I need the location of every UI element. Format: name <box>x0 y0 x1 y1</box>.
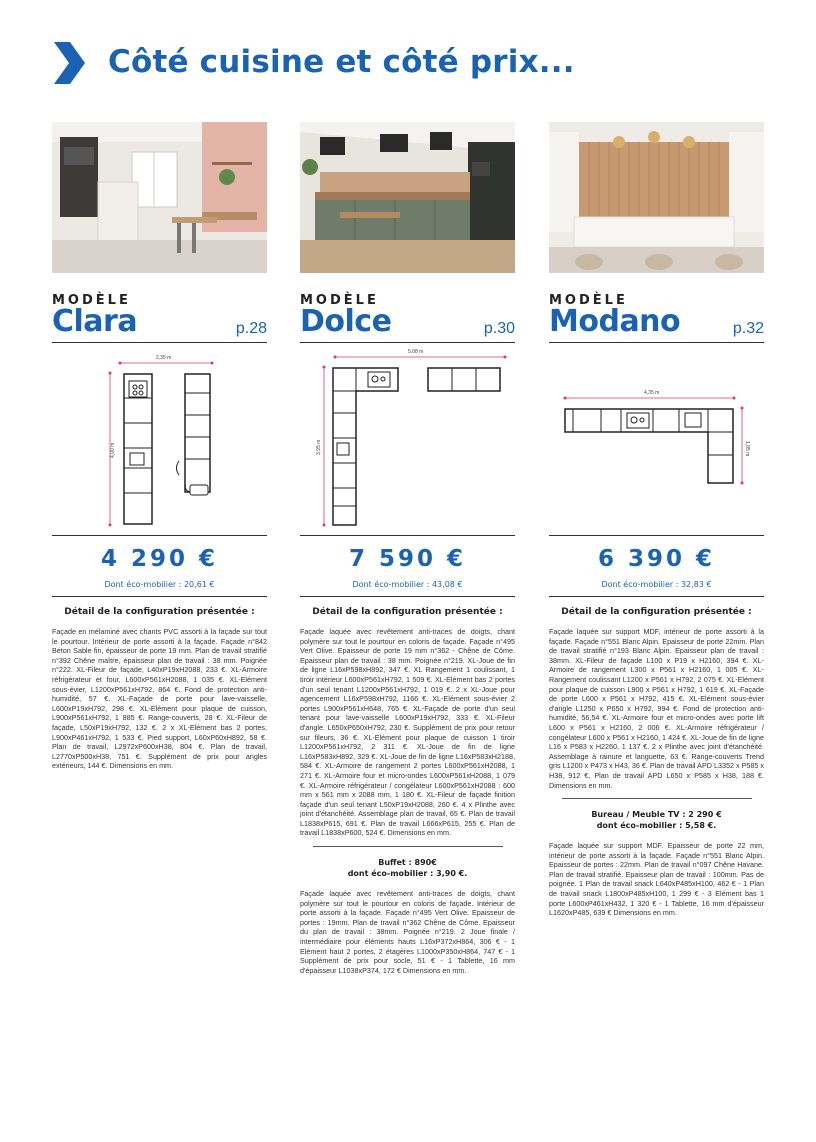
divider <box>313 846 503 847</box>
chevron-right-icon <box>52 40 86 86</box>
divider <box>549 596 764 597</box>
plan-depth-label: 3,95 m <box>316 439 322 455</box>
plan-depth-label: 1,85 m <box>744 441 750 457</box>
kitchen-photo-modano <box>549 122 764 273</box>
page-header <box>52 40 772 90</box>
page-reference: p.28 <box>235 320 267 337</box>
model-name-row <box>549 304 764 343</box>
extra-description: Façade laquée avec revêtement anti-traces de doigts, chant polymère sur tout le pourtour en coloris de façade. Intérieur de porte assorti à la façade. Façade n°495 Vert Olive. Epaisseur de portes : 19mm. Plan de travail n°362 Chêne de Côme. Epaisseur du plan de travail : 38mm. Poignée n°219. 2 Joue finale / intermédiaire pour éléments hauts L16xP372xH864, 306 € - 1 Elément haut 2 portes, 2 étagères L1000xP350xH864, 747 € - 1 Supplément de prix pour socle, 51 € - 1 Tablette, 16 mm d'épaisseur L1038xP374, 172 € Dimensions en mm. <box>300 889 515 975</box>
model-column-clara <box>52 122 267 771</box>
divider <box>300 596 515 597</box>
detail-title: Détail de la configuration présentée : <box>561 607 752 617</box>
configuration-description: Façade en mélaminé avec chants PVC assorti à la façade sur tout le pourtour. Intérieur de porte assorti à la façade. Façade n°842 Béton Sable fin, épaisseur de porte 19 mm. Plan de travail stratifié n°392 Chêne maître, épaisseur plan de travail : 38 mm. Poignée n°222. XL-Fileur de façade, L40xP19xH2088, 233 €. XL-Armoire réfrigérateur et four, L600xP561xH2088, 1 035 €. XL-Elément sous-évier, L1200xP561xH792, 864 €. Fond de protection anti-humidité, 57 €. XL-Façade de porte pour lave-vaisselle, L600xP19xH792, 298 €. XL-Elément pour plaque de cuisson, L900xP561xH792, 1 885 €. Range-couverts, 28 €. XL-Fileur de façade, L50xP19xH792, 132 €. 2 x XL-Elément bas 2 portes, L900xP461xH792, 1 533 €. Pied support, L60xP60xH892, 58 €. Plan de travail, L2972xP600xH38, 804 €. Plan de travail, L2770xP500xH38, 751 €. Supplément de prix pour angles extérieurs, 144 €. Dimensions en mm. <box>52 627 267 771</box>
configuration-description: Façade laquée sur support MDF, intérieur de porte assorti à la façade. Façade n°551 Blanc Alpin. Epaisseur de porte 22mm. Plan de travail stratifié n°193 Blanc Alpin. Epaisseur plan de travail : 38mm. XL-Fileur de façade L100 x P19 x H2160, 394 €. XL-Armoire de rangement L300 x P561 x H2160, 1 005 €. XL-Rangement coulissant L1200 x P561 x H792, 2 075 €. XL-Elément pour plaque de cuisson L900 x P561 x H792, 1 619 €. XL-Façade de porte L600 x P561 x H792, 415 €. XL-Elément sous-évier d'angle L1250 x P650 x H792, 994 €. Fond de protection anti-humidité, 56,54 €. XL-Armoire four et micro-ondes avec porte lift L600 x P561 x H2160, 2 006 €. XL-Armoire réfrigérateur / congélateur L600 x P561 x H2160, 1 424 €. XL-Joue de fin de ligne L16 x P583 x H2260, 1 137 €. 2 x Plinthe avec joint d'étanchéité. Assemblage à rainure et languette, 63 €. Range-couverts Trend gris L1200 x P473 x H43, 36 €. Plan de travail APD L3352 x P585 x H38, 912 €. Plan de travail APD L650 x P585 x H38, 188 €. Dimensions en mm. <box>549 627 764 790</box>
eco-mobilier: Dont éco-mobilier : 32,83 € <box>601 580 712 589</box>
eco-mobilier: Dont éco-mobilier : 20,61 € <box>104 580 215 589</box>
model-name: Clara <box>52 304 138 339</box>
configuration-description: Façade laquée avec revêtement anti-traces de doigts, chant polymère sur tout le pourtour en coloris de façade. Façade n°495 Vert Olive. Epaisseur de porte 19 mm n°362 - Chêne de Côme. Epaisseur plan de travail : 38 mm. Poignée n°219. XL-Joue de fin de ligne L16xP598xH892, 347 €. XL Rangement 1 coulissant, 1 tiroir intérieur L600xP561xH792, 1 509 €. XL-Elément bas 2 portes d'un seul tenant L1200xP561xH792, 1 019 €. 2 x XL-Joue pour agencement L16xP598xH792, 1166 €. XL-Elément sous-évier 2 portes L900xP561xH648, 765 €. XL-Façade de porte d'un seul tenant pour lave-vaisselle L600xP19xH792, 333 €. XL-Fileur d'angle. L650xP650xH792, 230 €. Supplément de prix pour retour sur fileurs, 36 €. XL-Elément pour plaque de cuisson 1 tiroir L1200xP561xH792, 2 311 €. XL-Joue de fin de ligne L16xP583xH892, 329 €. XL-Joue de fin de ligne L16xP583xH2188, 584 €. XL-Armoire de rangement 2 portes L600xP561xH2088, 1 271 €. XL-Armoire four et micro-ondes L600xP561xH2088, 1 079 €. XL-Armoire réfrigérateur / congélateur L600xP561xH2088 : 600 mm x 561 mm x 2088 mm, 1 180 €. XL-Fileur de façade finition façade d'un seul tenant L50xP19xH2088, 260 €. 4 x Plinthe avec joint d'étanchéité. Assemblage plan de travail, 65 €. Plan de travail L1838xP615, 691 €. Plan de travail L666xP615, 255 €. Plan de travail L1838xP600, 524 €. Dimensions en mm. <box>300 627 515 838</box>
model-label: MODÈLE <box>52 293 131 308</box>
plan-depth-label: 4,00 m <box>110 442 116 458</box>
model-name-row <box>52 304 267 343</box>
eco-mobilier: Dont éco-mobilier : 43,08 € <box>352 580 463 589</box>
price-block <box>300 535 515 589</box>
divider <box>562 798 752 799</box>
price: 7 590 € <box>348 546 467 572</box>
plan-width-label: 5,08 m <box>408 349 424 355</box>
floor-plan-modano <box>549 343 764 533</box>
plan-width-label: 2,35 m <box>156 355 172 361</box>
kitchen-photo-dolce <box>300 122 515 273</box>
price: 4 290 € <box>100 546 219 572</box>
detail-title: Détail de la configuration présentée : <box>312 607 503 617</box>
kitchen-photo-clara <box>52 122 267 273</box>
price: 6 390 € <box>597 546 716 572</box>
page-reference: p.30 <box>483 320 515 337</box>
model-column-dolce <box>300 122 515 975</box>
model-label: MODÈLE <box>300 293 379 308</box>
floor-plan-clara <box>52 343 267 533</box>
extra-eco: dont éco-mobilier : 3,90 €. <box>347 869 468 879</box>
price-block <box>549 535 764 589</box>
price-block <box>52 535 267 589</box>
divider <box>52 596 267 597</box>
model-name-row <box>300 304 515 343</box>
extra-title: Buffet : 890€ <box>378 858 437 868</box>
detail-title: Détail de la configuration présentée : <box>64 607 255 617</box>
extra-eco: dont éco-mobilier : 5,58 €. <box>596 821 717 831</box>
model-name: Modano <box>549 304 681 339</box>
plan-width-label: 4,35 m <box>644 390 660 396</box>
page-title: Côté cuisine et côté prix... <box>108 44 575 80</box>
model-column-modano <box>549 122 764 918</box>
extra-description: Façade laquée sur support MDF. Epaisseur de porte 22 mm, intérieur de porte assorti à la façade. Façade n°551 Blanc Alpin. Epaisseur de portes : 22mm. Plan de travail n°097 Chêne Havane. Plan de travail stratifié. Epaisseur plan de travail : 100mm. Pas de poignée. 1 Plan de travail snack L640xP485xH100, 462 € - 1 Plan de travail snack L1800xP485xH100, 1 299 € - 3 Elément bas 1 porte L600xP461xH432, 1 320 € - 1 Tablette, 16 mm d'épaisseur L1620xP485, 639 € Dimensions en mm. <box>549 841 764 918</box>
model-label: MODÈLE <box>549 293 628 308</box>
extra-title: Bureau / Meuble TV : 2 290 € <box>591 810 722 820</box>
page-reference: p.32 <box>732 320 764 337</box>
floor-plan-dolce <box>300 343 515 533</box>
model-name: Dolce <box>300 304 392 339</box>
